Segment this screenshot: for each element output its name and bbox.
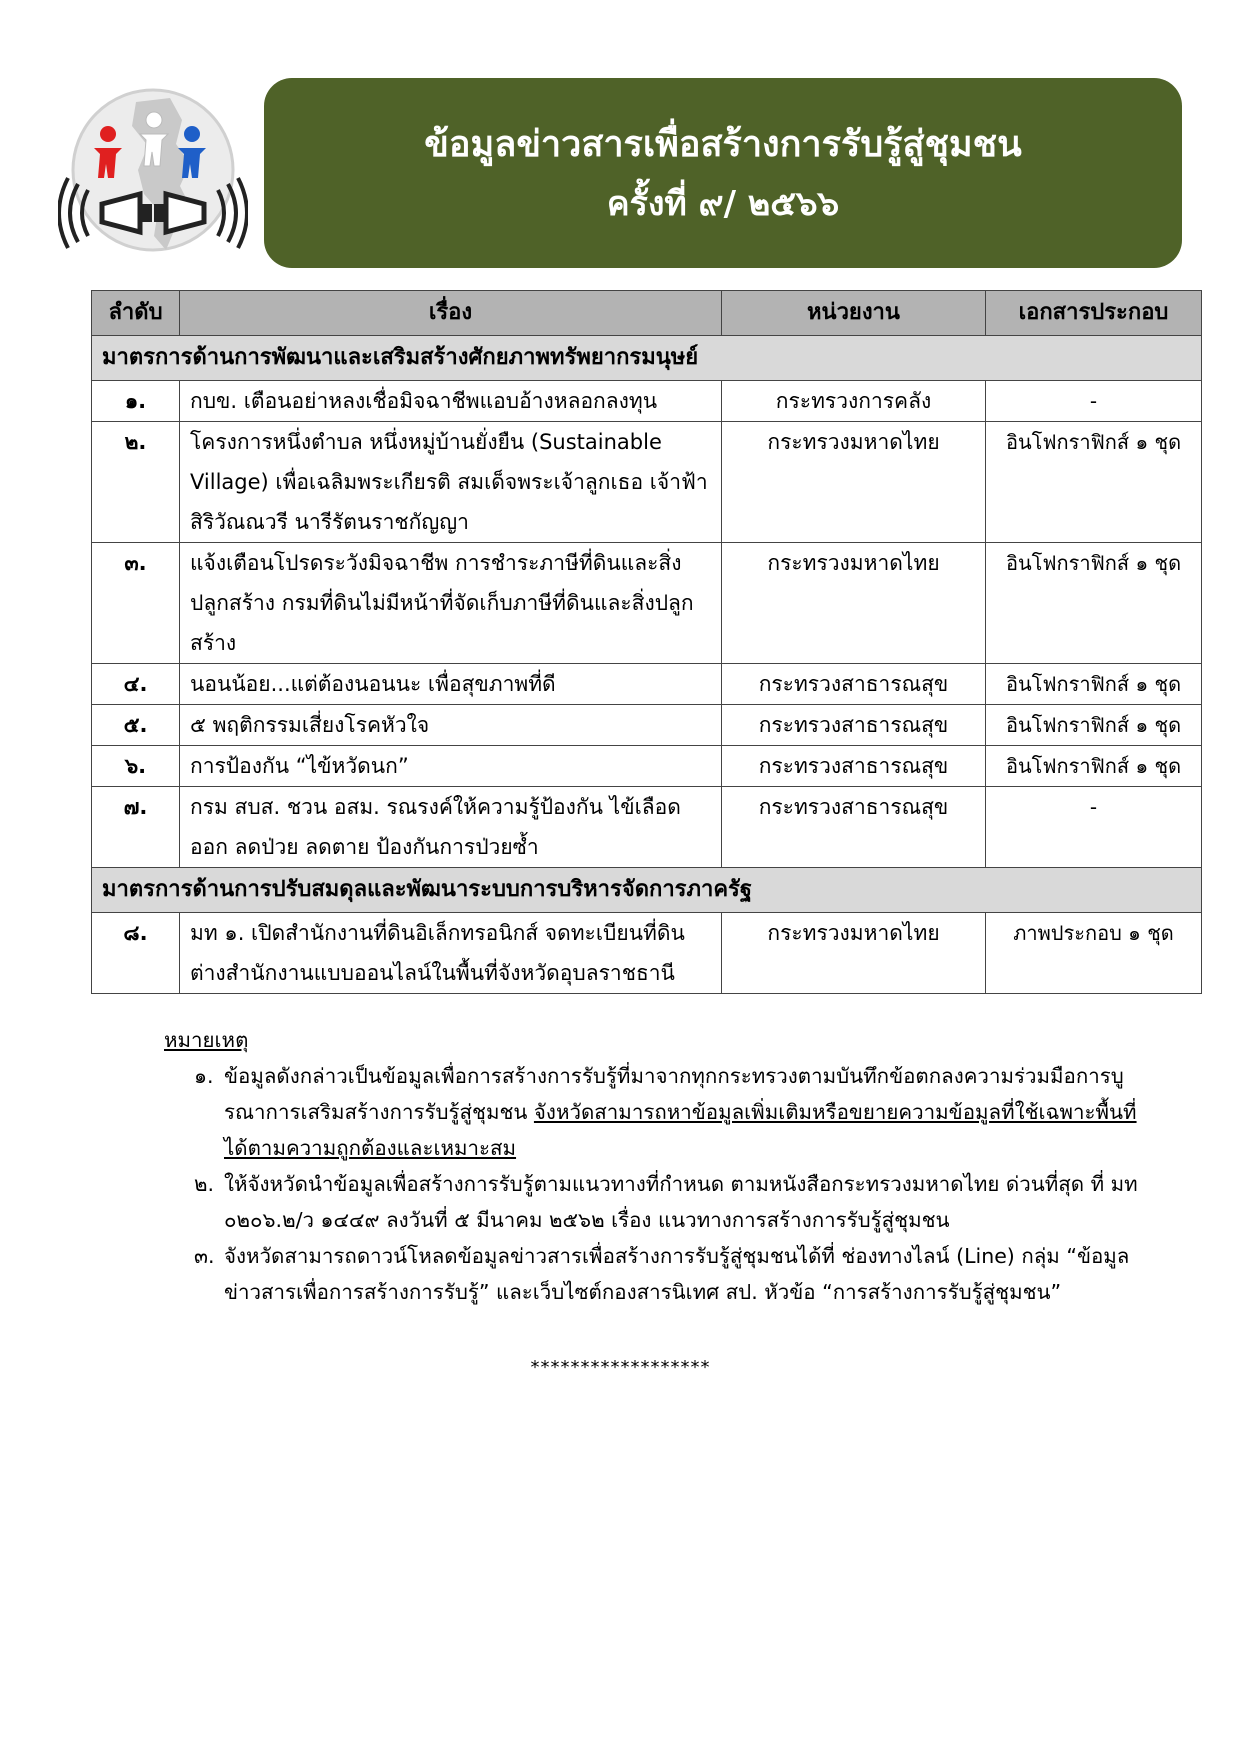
table-row (92, 705, 1202, 746)
table-row (92, 664, 1202, 705)
row-unit: กระทรวงมหาดไทย (722, 913, 986, 994)
row-unit: กระทรวงสาธารณสุข (722, 705, 986, 746)
community-logo (58, 86, 248, 262)
row-number: ๖. (92, 746, 180, 787)
row-number: ๘. (92, 913, 180, 994)
section-row (92, 336, 1202, 381)
row-attachment: อินโฟกราฟิกส์ ๑ ชุด (986, 705, 1202, 746)
page-title: ข้อมูลข่าวสารเพื่อสร้างการรับรู้สู่ชุมชน (424, 124, 1022, 165)
row-unit: กระทรวงมหาดไทย (722, 543, 986, 664)
row-topic: การป้องกัน “ไข้หวัดนก” (180, 746, 722, 787)
note-item (164, 1238, 1144, 1310)
notes-section (164, 1022, 1144, 1310)
row-number: ๕. (92, 705, 180, 746)
row-attachment: - (986, 787, 1202, 868)
section-title: มาตรการด้านการปรับสมดุลและพัฒนาระบบการบริหารจัดการภาครัฐ (92, 868, 1202, 913)
row-unit: กระทรวงมหาดไทย (722, 422, 986, 543)
row-topic: กรม สบส. ชวน อสม. รณรงค์ให้ความรู้ป้องกัน ไข้เลือดออก ลดป่วย ลดตาย ป้องกันการป่วยซ้ำ (180, 787, 722, 868)
row-attachment: - (986, 381, 1202, 422)
note-item (164, 1058, 1144, 1166)
info-table (91, 290, 1202, 994)
table-row (92, 422, 1202, 543)
col-header-unit: หน่วยงาน (722, 291, 986, 336)
note-underlined-text: จังหวัดสามารถหาข้อมูลเพิ่มเติมหรือขยายความข้อมูลที่ใช้เฉพาะพื้นที่ได้ตามความถูกต้องและเหมาะสม (224, 1100, 1137, 1160)
row-topic: โครงการหนึ่งตำบล หนึ่งหมู่บ้านยั่งยืน (Sustainable Village) เพื่อเฉลิมพระเกียรติ สมเด็จพระเจ้าลูกเธอ เจ้าฟ้าสิริวัณณวรี นารีรัตนราชกัญญา (180, 422, 722, 543)
row-attachment: อินโฟกราฟิกส์ ๑ ชุด (986, 664, 1202, 705)
table-row (92, 381, 1202, 422)
table-row (92, 543, 1202, 664)
col-header-attachment: เอกสารประกอบ (986, 291, 1202, 336)
table-row (92, 787, 1202, 868)
row-number: ๗. (92, 787, 180, 868)
row-topic: มท ๑. เปิดสำนักงานที่ดินอิเล็กทรอนิกส์ จดทะเบียนที่ดินต่างสำนักงานแบบออนไลน์ในพื้นที่จังหวัดอุบลราชธานี (180, 913, 722, 994)
row-number: ๑. (92, 381, 180, 422)
row-attachment: อินโฟกราฟิกส์ ๑ ชุด (986, 543, 1202, 664)
col-header-topic: เรื่อง (180, 291, 722, 336)
note-number: ๑. (194, 1064, 214, 1088)
note-text: ให้จังหวัดนำข้อมูลเพื่อสร้างการรับรู้ตามแนวทางที่กำหนด ตามหนังสือกระทรวงมหาดไทย ด่วนที่สุด ที่ มท ๐๒๐๖.๒/ว ๑๔๔๙ ลงวันที่ ๕ มีนาคม ๒๕๖๒ เรื่อง แนวทางการสร้างการรับรู้สู่ชุมชน (224, 1172, 1138, 1232)
table-row (92, 746, 1202, 787)
row-unit: กระทรวงสาธารณสุข (722, 787, 986, 868)
note-text: จังหวัดสามารถดาวน์โหลดข้อมูลข่าวสารเพื่อสร้างการรับรู้สู่ชุมชนได้ที่ ช่องทางไลน์ (Line) กลุ่ม “ข้อมูลข่าวสารเพื่อการสร้างการรับรู้” และเว็บไซต์กองสารนิเทศ สป. หัวข้อ “การสร้างการรับรู้สู่ชุมชน” (224, 1244, 1130, 1304)
row-attachment: อินโฟกราฟิกส์ ๑ ชุด (986, 746, 1202, 787)
note-number: ๓. (194, 1244, 215, 1268)
section-title: มาตรการด้านการพัฒนาและเสริมสร้างศักยภาพทรัพยากรมนุษย์ (92, 336, 1202, 381)
row-unit: กระทรวงสาธารณสุข (722, 664, 986, 705)
note-text: ข้อมูลดังกล่าวเป็นข้อมูลเพื่อการสร้างการรับรู้ที่มาจากทุกกระทรวงตามบันทึกข้อตกลงความร่วมมือการบูรณาการเสริมสร้างการรับรู้สู่ชุมชน (224, 1064, 1124, 1124)
title-banner (264, 78, 1182, 268)
col-header-number: ลำดับ (92, 291, 180, 336)
notes-list (164, 1058, 1144, 1310)
note-item (164, 1166, 1144, 1238)
row-topic: ๕ พฤติกรรมเสี่ยงโรคหัวใจ (180, 705, 722, 746)
row-unit: กระทรวงสาธารณสุข (722, 746, 986, 787)
row-attachment: อินโฟกราฟิกส์ ๑ ชุด (986, 422, 1202, 543)
page-subtitle: ครั้งที่ ๙/ ๒๕๖๖ (606, 184, 840, 224)
end-marker: ****************** (530, 1357, 711, 1378)
row-unit: กระทรวงการคลัง (722, 381, 986, 422)
row-number: ๔. (92, 664, 180, 705)
note-number: ๒. (194, 1172, 215, 1196)
table-header-row (92, 291, 1202, 336)
row-topic: กบข. เตือนอย่าหลงเชื่อมิจฉาชีพแอบอ้างหลอกลงทุน (180, 381, 722, 422)
row-topic: นอนน้อย...แต่ต้องนอนนะ เพื่อสุขภาพที่ดี (180, 664, 722, 705)
table-row (92, 913, 1202, 994)
row-number: ๒. (92, 422, 180, 543)
notes-heading: หมายเหตุ (164, 1028, 249, 1052)
row-attachment: ภาพประกอบ ๑ ชุด (986, 913, 1202, 994)
section-row (92, 868, 1202, 913)
row-number: ๓. (92, 543, 180, 664)
row-topic: แจ้งเตือนโปรดระวังมิจฉาชีพ การชำระภาษีที่ดินและสิ่งปลูกสร้าง กรมที่ดินไม่มีหน้าที่จัดเก็บภาษีที่ดินและสิ่งปลูกสร้าง (180, 543, 722, 664)
